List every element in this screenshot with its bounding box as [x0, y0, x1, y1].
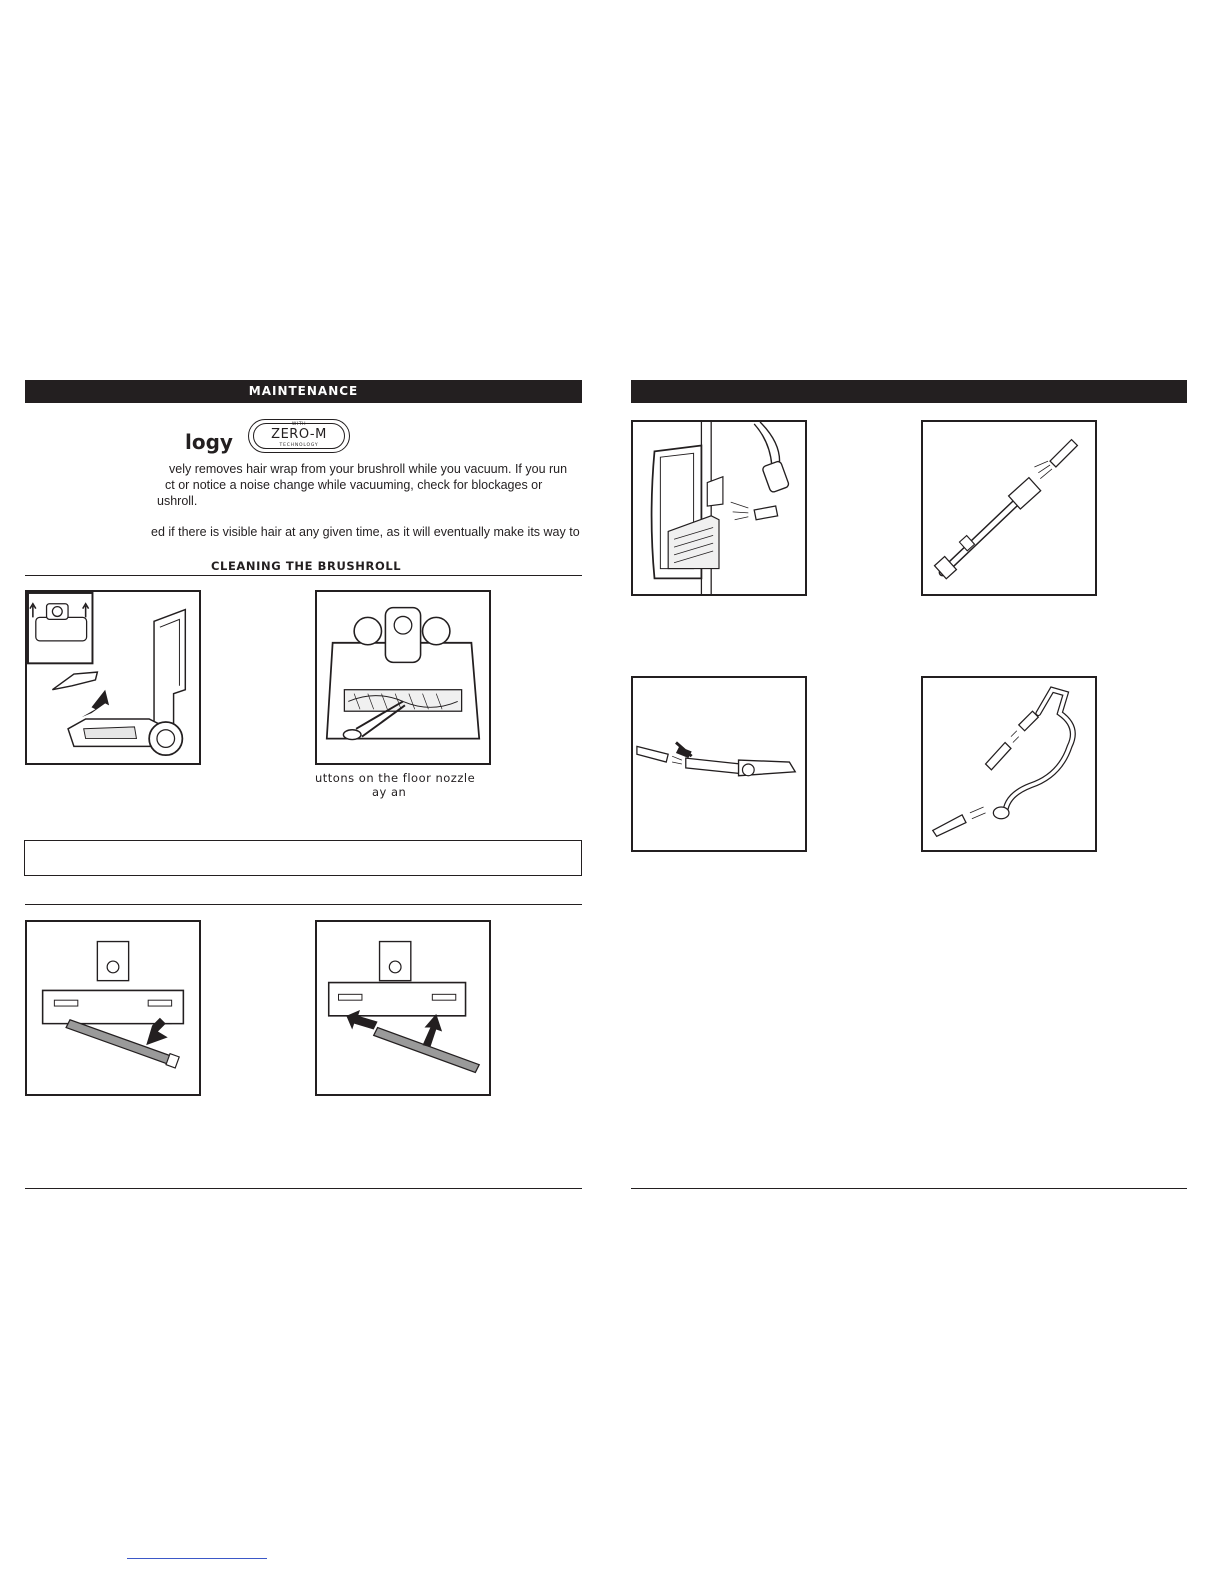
figure-check-wand [921, 420, 1097, 596]
caption-line-2: ay an [372, 785, 407, 799]
note-line: ed if there is visible hair at any given time, as it will eventually make its way to [151, 525, 580, 539]
figure-reinstall-brushroll [315, 920, 491, 1096]
badge-with-text: WITH [291, 422, 307, 427]
right-page-header-bar [631, 380, 1187, 403]
brushroll-underside-illustration [317, 592, 489, 763]
section-heading [185, 430, 233, 454]
figure-check-nozzle [631, 676, 807, 852]
floor-nozzle-illustration [633, 678, 805, 850]
badge-technology-text: TECHNOLOGY [279, 443, 319, 448]
brushroll-removal-illustration [27, 922, 199, 1094]
heading-fragment: logy [185, 430, 233, 454]
link-underline [127, 1558, 267, 1559]
section-rule-2 [25, 904, 582, 905]
vacuum-nozzle-illustration [27, 592, 199, 763]
figure-cut-hair [315, 590, 491, 765]
wand-illustration [923, 422, 1095, 594]
figure-check-canister [631, 420, 807, 596]
zero-m-badge [248, 419, 350, 453]
left-page-header-title: MAINTENANCE [248, 384, 359, 398]
intro-line-2: ct or notice a noise change while vacuuming, check for blockages or [165, 478, 543, 492]
intro-line-3: ushroll. [157, 494, 198, 508]
hose-handle-illustration [923, 678, 1095, 850]
brushroll-install-illustration [317, 922, 489, 1094]
left-page-header-bar [25, 380, 582, 403]
section-rule [25, 575, 582, 576]
section-title: CLEANING THE BRUSHROLL [211, 559, 402, 573]
left-bottom-rule [25, 1188, 582, 1189]
figure-check-hose [921, 676, 1097, 852]
arrow-up-icon [423, 1014, 443, 1047]
right-bottom-rule [631, 1188, 1187, 1189]
note-box [24, 840, 582, 876]
canister-hose-illustration [633, 422, 805, 594]
intro-line-1: vely removes hair wrap from your brushroll while you vacuum. If you run [169, 462, 568, 476]
caption-line-1: uttons on the floor nozzle [315, 771, 476, 785]
badge-main-text: ZERO-M [271, 427, 327, 442]
figure-remove-cover [25, 590, 201, 765]
figure-remove-brushroll [25, 920, 201, 1096]
